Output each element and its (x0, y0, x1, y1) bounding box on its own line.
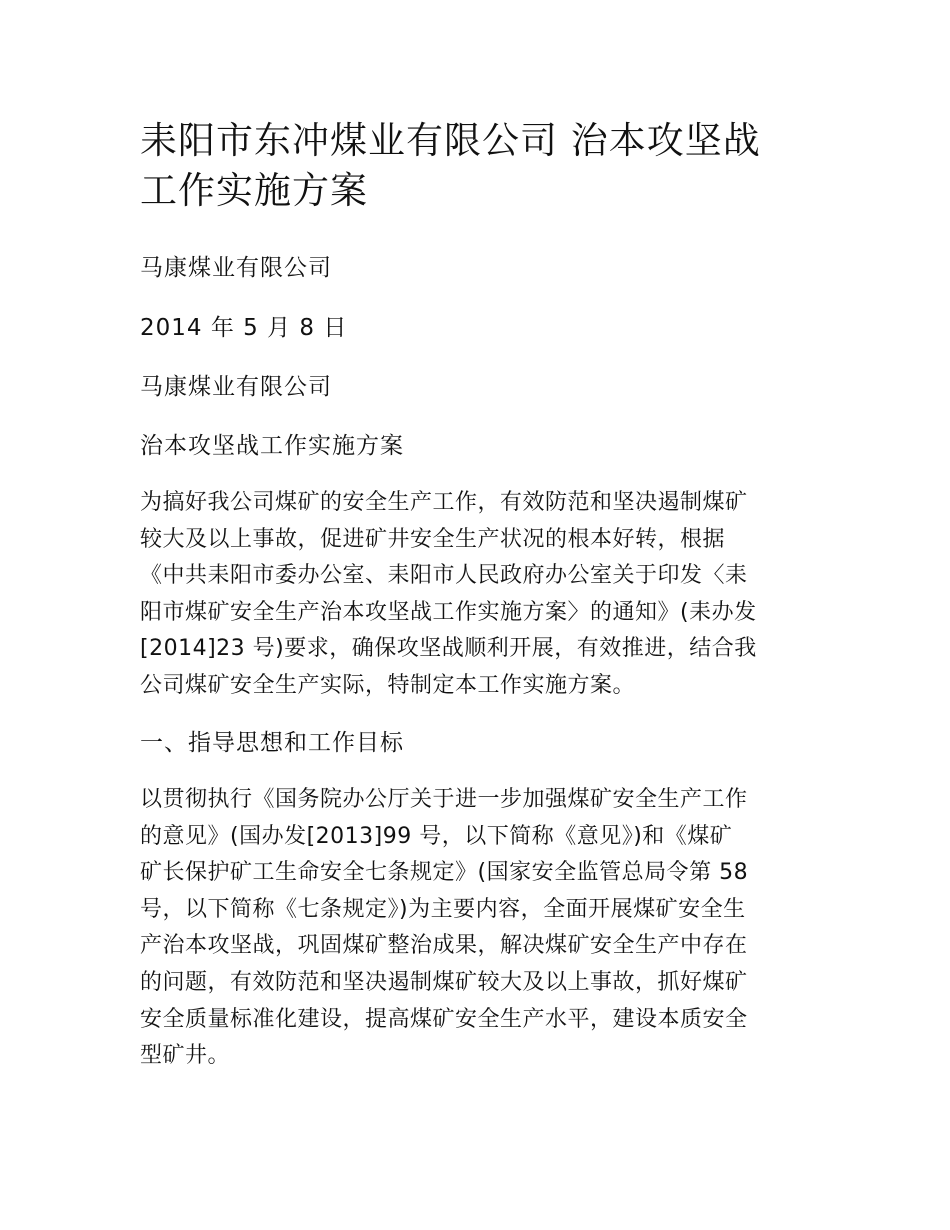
section-paragraph (140, 782, 815, 1075)
paragraph-line: 公司煤矿安全生产实际，特制定本工作实施方案。 (140, 672, 636, 698)
paragraph-line: 《中共耒阳市委办公室、耒阳市人民政府办公室关于印发〈耒 (140, 563, 748, 589)
paragraph-line: 以贯彻执行《国务院办公厅关于进一步加强煤矿安全生产工作 (140, 787, 748, 812)
paragraph-line: 的问题，有效防范和坚决遏制煤矿较大及以上事故，抓好煤矿 (140, 969, 748, 995)
document-page (140, 0, 815, 1230)
company-name: 马康煤业有限公司 (140, 255, 332, 281)
paragraph-line: 号，以下简称《七条规定》)为主要内容，全面开展煤矿安全生 (140, 896, 746, 922)
paragraph-line: [2014]23 号)要求，确保攻坚战顺利开展，有效推进，结合我 (140, 636, 757, 662)
document-subtitle: 治本攻坚战工作实施方案 (140, 433, 404, 459)
paragraph-line: 产治本攻坚战，巩固煤矿整治成果，解决煤矿安全生产中存在 (140, 933, 748, 959)
paragraph-line: 型矿井。 (140, 1043, 231, 1069)
document-date: 2014 年 5 月 8 日 (140, 315, 348, 341)
paragraph-line: 矿长保护矿工生命安全七条规定》(国家安全监管总局令第 58 (140, 860, 749, 886)
paragraph-line: 安全质量标准化建设，提高煤矿安全生产水平，建设本质安全 (140, 1006, 748, 1032)
section-heading: 一、指导思想和工作目标 (140, 730, 404, 756)
paragraph-line: 为搞好我公司煤矿的安全生产工作，有效防范和坚决遏制煤矿 (140, 490, 748, 515)
intro-paragraph (140, 485, 815, 705)
paragraph-line: 较大及以上事故，促进矿井安全生产状况的根本好转，根据 (140, 526, 726, 552)
document-title (140, 116, 815, 216)
paragraph-line: 的意见》(国办发[2013]99 号，以下简称《意见》)和《煤矿 (140, 823, 733, 849)
paragraph-line: 阳市煤矿安全生产治本攻坚战工作实施方案〉的通知》(耒办发 (140, 599, 757, 625)
company-name-repeat: 马康煤业有限公司 (140, 374, 332, 400)
title-line: 工作实施方案 (140, 169, 368, 212)
title-line: 耒阳市东冲煤业有限公司 治本攻坚战 (140, 119, 761, 162)
